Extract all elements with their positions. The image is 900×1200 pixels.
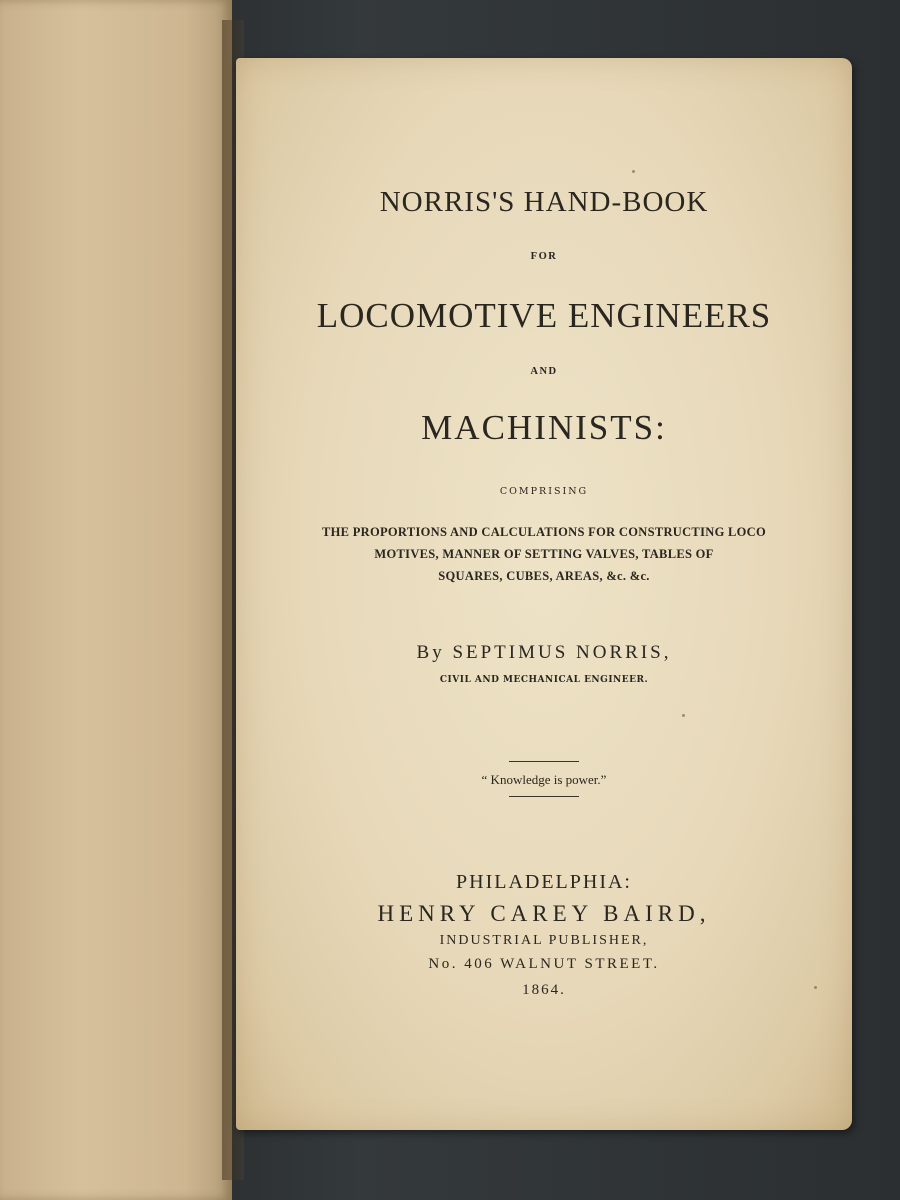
title-line-3: MACHINISTS: <box>421 408 667 447</box>
author-credential: CIVIL AND MECHANICAL ENGINEER. <box>439 675 649 685</box>
comprising-label: COMPRISING <box>499 486 589 497</box>
title-page <box>236 58 852 1130</box>
author-line: By SEPTIMUS NORRIS, <box>416 642 672 663</box>
motto: “ Knowledge is power.” <box>481 772 607 787</box>
description-line-1: THE PROPORTIONS AND CALCULATIONS FOR CONSTRUCTING LOCO <box>321 525 767 539</box>
imprint-city: PHILADELPHIA: <box>456 871 632 893</box>
title-line-2: LOCOMOTIVE ENGINEERS <box>316 296 772 335</box>
paper-speck <box>682 714 685 717</box>
imprint-publisher: HENRY CAREY BAIRD, <box>377 901 711 926</box>
imprint-publisher-role: INDUSTRIAL PUBLISHER, <box>439 933 649 948</box>
paper-speck <box>632 170 635 173</box>
paper-speck <box>814 986 817 989</box>
motto-rule-top <box>509 761 579 762</box>
description-line-3: SQUARES, CUBES, AREAS, &c. &c. <box>438 569 650 583</box>
for-word: FOR <box>530 251 558 262</box>
left-flyleaf <box>0 0 232 1200</box>
title-line-1: NORRIS'S HAND-BOOK <box>379 186 709 218</box>
description-line-2: MOTIVES, MANNER OF SETTING VALVES, TABLES OF <box>374 547 714 561</box>
motto-rule-bottom <box>509 796 579 797</box>
and-word: AND <box>530 366 558 377</box>
imprint-address: No. 406 WALNUT STREET. <box>428 956 660 972</box>
imprint-year: 1864. <box>522 982 566 998</box>
